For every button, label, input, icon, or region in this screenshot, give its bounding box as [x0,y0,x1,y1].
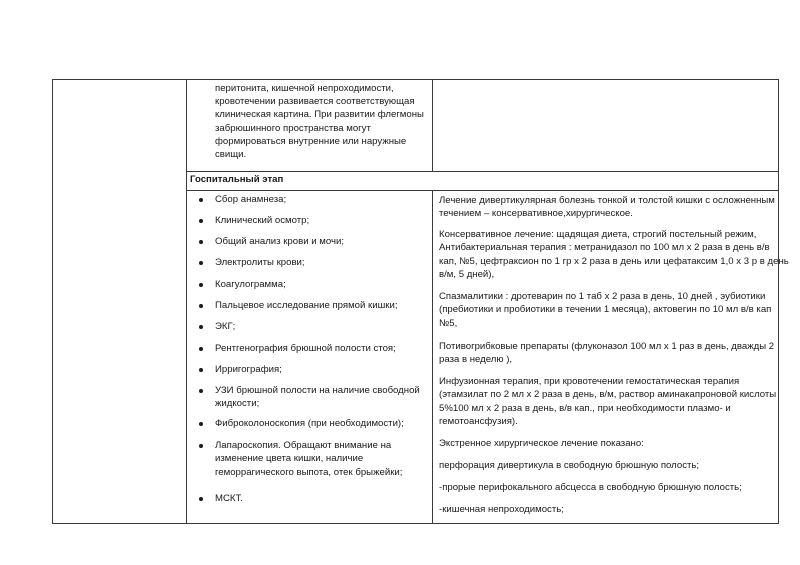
bullet-icon [199,444,203,448]
diagnostics-list-item: жидкости; [215,398,260,410]
treatment-paragraph-line: №5, [439,317,458,329]
diagnostics-list-item: Клинический осмотр; [215,215,310,226]
treatment-paragraph-line: Лечение дивертикулярная болезнь тонкой и толстой кишки с осложненным [439,195,775,206]
diagnostics-list-item: Пальцевое исследование прямой кишки; [215,300,398,311]
diagnostics-list-item: МСКТ. [215,493,243,504]
bullet-icon [199,261,203,265]
table-row-divider-2 [186,190,779,191]
diagnostics-list-item: ЭКГ; [215,321,236,332]
table-col-divider-2-lower [432,190,433,524]
treatment-paragraph-line: (этамзилат по 2 мл х 2 раза в день, в/м, раствор аминакапроновой кислоты [439,389,777,401]
treatment-paragraph-line: -кишечная непроходимость; [439,504,564,515]
top-cell-line: формироваться внутренние или наружные [215,136,407,147]
table-col-divider-2 [432,79,433,171]
bullet-icon [199,347,203,351]
diagnostics-list-item: Электролиты крови; [215,257,305,268]
treatment-paragraph-line: (пребиотики и пробиотики в течении 1 месяца), актовегин по 10 мл в/в кап [439,304,772,316]
bullet-icon [199,240,203,244]
bullet-icon [199,368,203,372]
bullet-icon [199,325,203,329]
bullet-icon [199,283,203,287]
treatment-paragraph-line: в/м, 5 дней), [439,268,495,280]
treatment-paragraph-line: Экстренное хирургическое лечение показано: [439,438,644,449]
bullet-icon [199,198,203,202]
top-cell-line: свищи. [215,149,247,160]
diagnostics-list-item: Коагулограмма; [215,279,286,290]
top-cell-line: клиническая картина. При развитии флегмоны [215,109,424,120]
table-left-border [52,79,53,524]
treatment-paragraph-line: перфорация дивертикула в свободную брюшную полость; [439,460,700,471]
treatment-paragraph-line: 5%100 мл х 2 раза в день, в/в кап., при необходимости плазмо- и [439,402,731,414]
table-top-border [52,79,779,80]
treatment-paragraph-line: гемотоансфузия). [439,415,518,427]
diagnostics-list-item: Сбор анамнеза; [215,194,287,205]
table-row-divider-1 [186,171,779,172]
diagnostics-list-item: УЗИ брюшной полости на наличие свободной [215,385,420,396]
top-cell-line: забрюшинного пространства могут [215,123,371,134]
section-header: Госпитальный этап [190,174,284,185]
treatment-paragraph-line: Спазмалитики : дротеварин по 1 таб х 2 раза в день, 10 дней , эубиотики [439,291,766,302]
bullet-icon [199,497,203,501]
top-cell-line: кровотечении развивается соответствующая [215,96,415,107]
table-right-border [778,79,779,524]
diagnostics-list-item: Рентгенография брюшной полости стоя; [215,343,396,354]
diagnostics-list-item: Общий анализ крови и мочи; [215,236,344,247]
bullet-icon [199,422,203,426]
treatment-paragraph-line: раза в неделю ), [439,354,513,366]
diagnostics-list-item: Фиброколоноскопия (при необходимости); [215,418,404,429]
treatment-paragraph-line: Консервативное лечение: щадящая диета, строгий постельный режим, [439,229,757,240]
treatment-paragraph-line: Антибактериальная терапия : метранидазол по 100 мл х 2 раза в день в/в [439,242,770,254]
bullet-icon [199,389,203,393]
treatment-paragraph-line: кап, №5, цефтраксион по 1 гр х 2 раза в день или цефатаксим 1,0 х 3 р в день [439,255,789,267]
treatment-paragraph-line: Потивогрибковые препараты (флуконазол 100 мл х 1 раз в день, дважды 2 [439,341,775,352]
table-col-divider-1 [186,79,187,524]
diagnostics-list-item: Лапароскопия. Обращают внимание на [215,440,392,451]
top-cell-line: перитонита, кишечной непроходимости, [215,83,394,94]
diagnostics-list-item: геморрагического выпота, отек брыжейки; [215,466,403,478]
treatment-paragraph-line: -прорые перифокального абсцесса в свободную брюшную полость; [439,482,742,493]
treatment-paragraph-line: течением – консервативное,хирургическое. [439,208,633,220]
treatment-paragraph-line: Инфузионная терапия, при кровотечении гемостатическая терапия [439,376,740,387]
diagnostics-list-item: Ирригография; [215,364,282,375]
bullet-icon [199,304,203,308]
diagnostics-list-item: изменение цвета кишки, наличие [215,453,364,465]
bullet-icon [199,219,203,223]
table-bottom-border [52,523,779,524]
